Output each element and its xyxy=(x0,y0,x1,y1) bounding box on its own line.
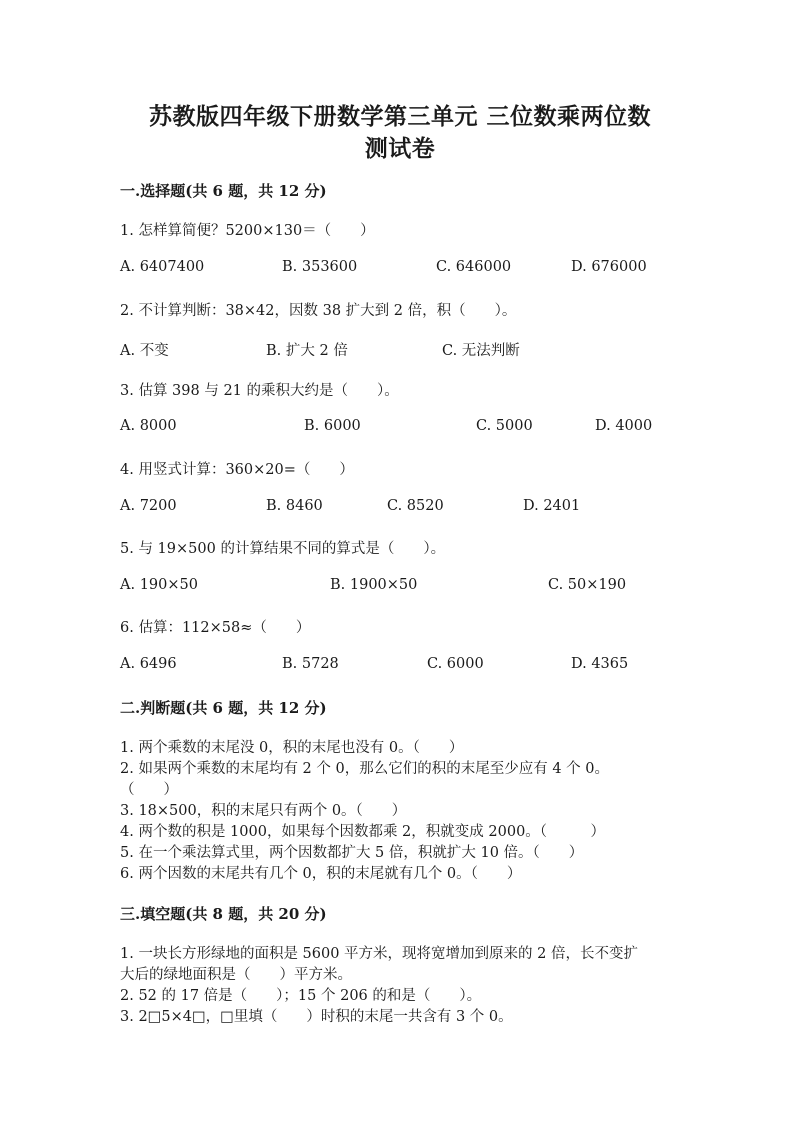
judgment-line-6: 6. 两个因数的末尾共有几个 0，积的末尾就有几个 0。（ ） xyxy=(120,866,522,882)
option-2c: C. 无法判断 xyxy=(442,343,520,359)
question-3: 3. 估算 398 与 21 的乘积大约是（ ）。 xyxy=(120,383,399,399)
fill-line-3: 3. 2□5×4□，□里填（ ）时积的末尾一共含有 3 个 0。 xyxy=(120,1009,513,1025)
page-title-continued: 测试卷 xyxy=(364,135,436,162)
option-5a: A. 190×50 xyxy=(120,577,198,593)
judgment-line-2-answer: （ ） xyxy=(120,782,178,798)
option-2b: B. 扩大 2 倍 xyxy=(266,343,348,359)
option-3c: C. 5000 xyxy=(476,418,533,434)
option-6a: A. 6496 xyxy=(120,656,177,672)
judgment-line-3: 3. 18×500，积的末尾只有两个 0。（ ） xyxy=(120,803,407,819)
fill-line-1: 1. 一块长方形绿地的面积是 5600 平方米，现将宽增加到原来的 2 倍，长不变扩 xyxy=(120,946,639,962)
option-5b: B. 1900×50 xyxy=(330,577,418,593)
option-1c: C. 646000 xyxy=(436,259,512,275)
judgment-line-1: 1. 两个乘数的末尾没 0，积的末尾也没有 0。（ ） xyxy=(120,740,464,756)
judgment-line-4: 4. 两个数的积是 1000，如果每个因数都乘 2，积就变成 2000。（ ） xyxy=(120,824,606,840)
option-4d: D. 2401 xyxy=(523,498,581,514)
fill-line-1-cont: 大后的绿地面积是（ ）平方米。 xyxy=(120,967,352,983)
question-5: 5. 与 19×500 的计算结果不同的算式是（ ）。 xyxy=(120,541,446,557)
section-heading-choice: 一.选择题(共 6 题，共 12 分) xyxy=(120,182,327,200)
option-3b: B. 6000 xyxy=(304,418,361,434)
option-2a: A. 不变 xyxy=(120,343,169,359)
option-4c: C. 8520 xyxy=(387,498,444,514)
option-1d: D. 676000 xyxy=(571,259,647,275)
question-2: 2. 不计算判断：38×42，因数 38 扩大到 2 倍，积（ ）。 xyxy=(120,303,517,319)
judgment-line-2: 2. 如果两个乘数的末尾均有 2 个 0，那么它们的积的末尾至少应有 4 个 0。 xyxy=(120,761,609,777)
option-1b: B. 353600 xyxy=(282,259,358,275)
section-heading-true-false: 二.判断题(共 6 题，共 12 分) xyxy=(120,699,327,717)
judgment-line-5: 5. 在一个乘法算式里，两个因数都扩大 5 倍，积就扩大 10 倍。（ ） xyxy=(120,845,584,861)
option-6d: D. 4365 xyxy=(571,656,629,672)
question-4: 4. 用竖式计算：360×20=（ ） xyxy=(120,462,354,478)
option-6c: C. 6000 xyxy=(427,656,484,672)
option-1a: A. 6407400 xyxy=(120,259,205,275)
option-3d: D. 4000 xyxy=(595,418,653,434)
page-title: 苏教版四年级下册数学第三单元 三位数乘两位数 xyxy=(148,103,651,130)
section-heading-fill-blank: 三.填空题(共 8 题，共 20 分) xyxy=(120,905,327,923)
question-6: 6. 估算：112×58≈（ ） xyxy=(120,620,311,636)
option-4b: B. 8460 xyxy=(266,498,323,514)
option-5c: C. 50×190 xyxy=(548,577,627,593)
option-6b: B. 5728 xyxy=(282,656,339,672)
fill-line-2: 2. 52 的 17 倍是（ ）；15 个 206 的和是（ ）。 xyxy=(120,988,482,1004)
option-3a: A. 8000 xyxy=(120,418,177,434)
question-1: 1. 怎样算简便？5200×130＝（ ） xyxy=(120,223,375,239)
option-4a: A. 7200 xyxy=(120,498,177,514)
